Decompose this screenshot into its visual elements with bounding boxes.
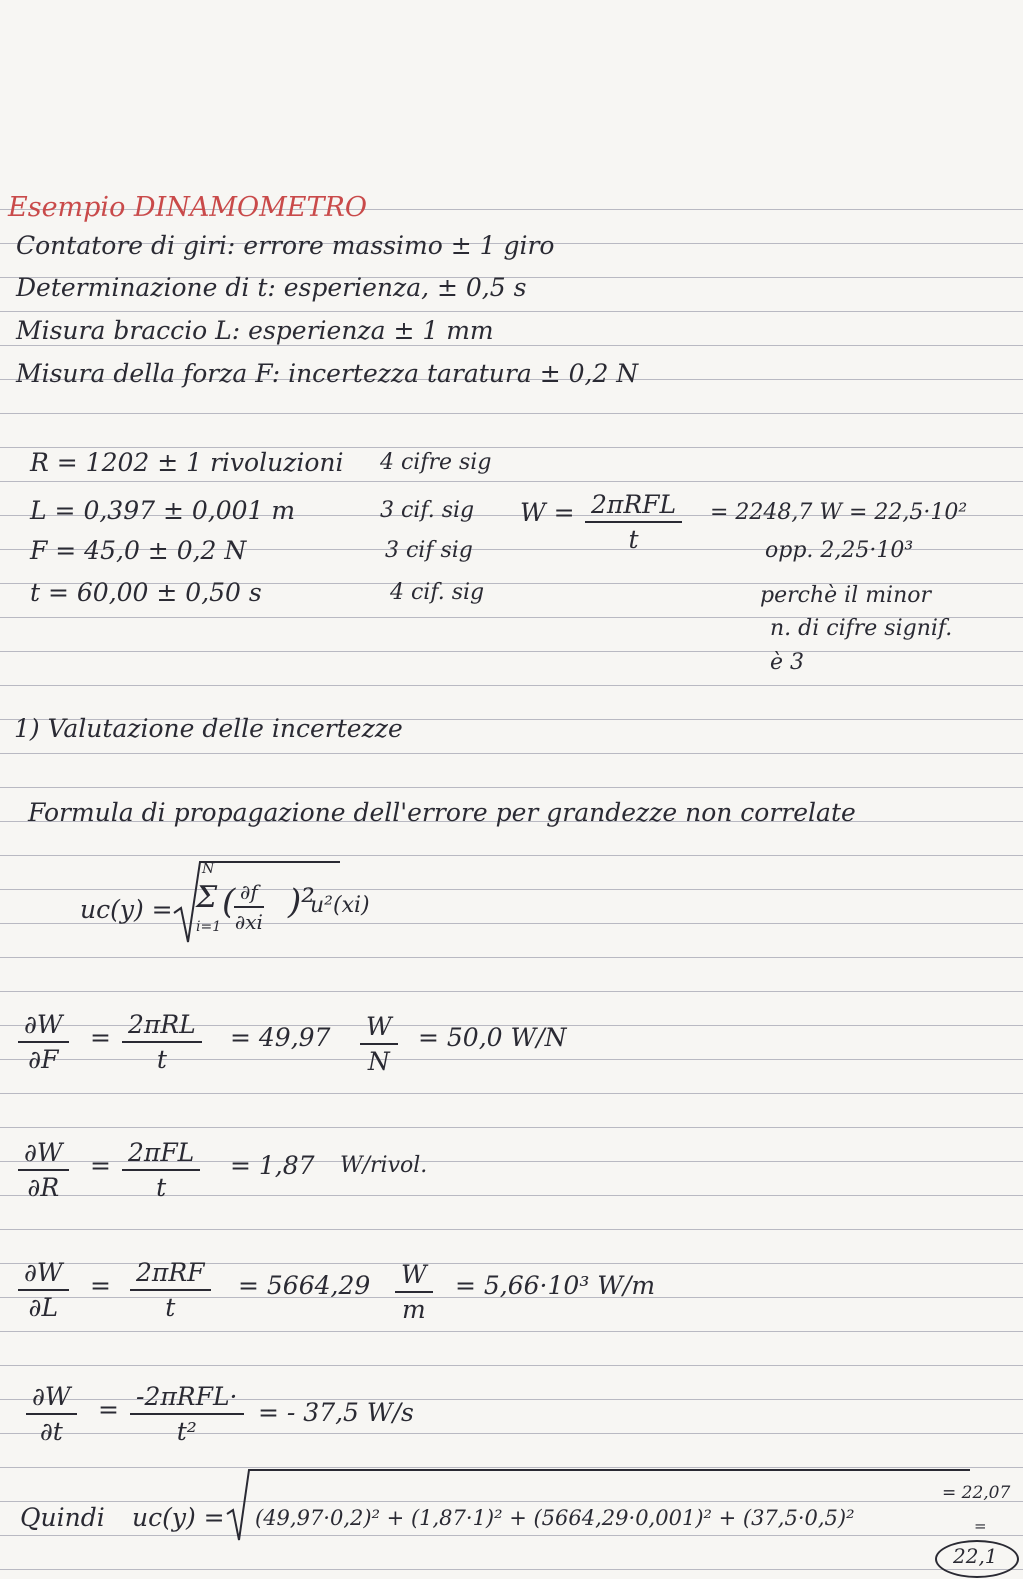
power-result: = 2248,7 W = 22,5·10² xyxy=(710,500,968,525)
sum-sign: Σ xyxy=(196,880,218,915)
sig-figs-t: 4 cif. sig xyxy=(390,580,485,605)
power-denominator: t xyxy=(628,525,639,554)
derivative-f-rounded: = 50,0 W/N xyxy=(418,1023,567,1052)
setup-line-4: Misura della forza F: incertezza taratura ± 0,2 N xyxy=(16,359,639,388)
sum-bottom: i=1 xyxy=(196,919,222,935)
derivative-t-formula-den: t² xyxy=(176,1417,197,1446)
section-heading: 1) Valutazione delle incertezze xyxy=(14,714,403,743)
derivative-t-den: ∂t xyxy=(39,1417,63,1446)
derivative-f-unit-num: W xyxy=(360,1012,398,1045)
power-note-1: perchè il minor xyxy=(760,583,932,608)
partial-numerator: ∂f xyxy=(234,880,264,908)
eq-sign: = xyxy=(98,1395,119,1424)
partial-fraction xyxy=(234,880,264,934)
derivative-f-den: ∂F xyxy=(28,1045,59,1074)
derivative-t-num: ∂W xyxy=(26,1382,77,1415)
measurement-r: R = 1202 ± 1 rivoluzioni xyxy=(30,448,344,477)
derivative-t-fraction xyxy=(26,1382,77,1446)
derivative-l-unit-den: m xyxy=(401,1295,426,1324)
eq-sign: = xyxy=(90,1271,111,1300)
derivative-f-value: = 49,97 xyxy=(230,1023,331,1052)
power-note-3: è 3 xyxy=(770,650,805,675)
derivative-l-value: = 5664,29 xyxy=(238,1271,371,1300)
page-title: Esempio DINAMOMETRO xyxy=(8,192,367,223)
final-expression: (49,97·0,2)² + (1,87·1)² + (5664,29·0,001)² + (37,5·0,5)² xyxy=(255,1506,855,1530)
derivative-l-unit xyxy=(395,1260,433,1324)
final-lhs: uc(y) = xyxy=(132,1503,225,1532)
sig-figs-f: 3 cif sig xyxy=(385,538,473,563)
derivative-r-formula-num: 2πFL xyxy=(122,1138,200,1171)
derivative-f-formula-num: 2πRL xyxy=(122,1010,202,1043)
derivative-r-den: ∂R xyxy=(27,1173,60,1202)
power-fraction xyxy=(585,490,682,554)
derivative-l-num: ∂W xyxy=(18,1258,69,1291)
derivative-r-formula xyxy=(122,1138,200,1202)
derivative-f-formula xyxy=(122,1010,202,1074)
derivative-f-unit xyxy=(360,1012,398,1076)
setup-line-1: Contatore di giri: errore massimo ± 1 giro xyxy=(16,231,555,260)
derivative-l-rounded: = 5,66·10³ W/m xyxy=(455,1271,656,1300)
derivative-t-formula-num: -2πRFL· xyxy=(130,1382,244,1415)
derivative-l-fraction xyxy=(18,1258,69,1322)
final-lead: Quindi xyxy=(20,1503,105,1532)
partial-denominator: ∂xi xyxy=(234,910,263,934)
sum-top: N xyxy=(202,861,215,877)
measurement-t: t = 60,00 ± 0,50 s xyxy=(30,578,262,607)
formula-label: Formula di propagazione dell'errore per grandezze non correlate xyxy=(28,798,856,827)
derivative-l-den: ∂L xyxy=(28,1293,59,1322)
final-result: = 22,07 xyxy=(942,1483,1011,1503)
eq-sign: = xyxy=(90,1151,111,1180)
power-lhs: W = xyxy=(520,498,575,527)
derivative-l-formula-den: t xyxy=(165,1293,176,1322)
derivative-r-num: ∂W xyxy=(18,1138,69,1171)
derivative-r-formula-den: t xyxy=(156,1173,167,1202)
measurement-f: F = 45,0 ± 0,2 N xyxy=(30,536,247,565)
derivative-f-unit-den: N xyxy=(367,1047,390,1076)
derivative-r-fraction xyxy=(18,1138,69,1202)
eq-sign: = xyxy=(90,1023,111,1052)
sig-figs-r: 4 cifre sig xyxy=(380,450,492,475)
measurement-l: L = 0,397 ± 0,001 m xyxy=(30,496,296,525)
equals-mark: = xyxy=(974,1517,987,1535)
setup-line-2: Determinazione di t: esperienza, ± 0,5 s xyxy=(16,273,527,302)
power-approx: opp. 2,25·10³ xyxy=(765,538,914,563)
final-rounded: 22,1 xyxy=(953,1544,998,1568)
derivative-f-formula-den: t xyxy=(156,1045,167,1074)
paren-open: ( xyxy=(222,882,236,922)
derivative-f-fraction xyxy=(18,1010,69,1074)
formula-lhs: uc(y) = xyxy=(80,895,173,924)
formula-tail: u²(xi) xyxy=(310,893,370,918)
derivative-l-formula-num: 2πRF xyxy=(130,1258,211,1291)
derivative-f-num: ∂W xyxy=(18,1010,69,1043)
power-numerator: 2πRFL xyxy=(585,490,682,523)
derivative-t-value: = - 37,5 W/s xyxy=(258,1398,414,1427)
paren-close: )² xyxy=(288,882,315,922)
derivative-r-value: = 1,87 xyxy=(230,1151,315,1180)
derivative-l-formula xyxy=(130,1258,211,1322)
power-note-2: n. di cifre signif. xyxy=(770,616,953,641)
derivative-t-formula xyxy=(130,1382,244,1446)
derivative-l-unit-num: W xyxy=(395,1260,433,1293)
setup-line-3: Misura braccio L: esperienza ± 1 mm xyxy=(16,316,494,345)
sig-figs-l: 3 cif. sig xyxy=(380,498,475,523)
derivative-r-unit: W/rivol. xyxy=(340,1153,428,1178)
